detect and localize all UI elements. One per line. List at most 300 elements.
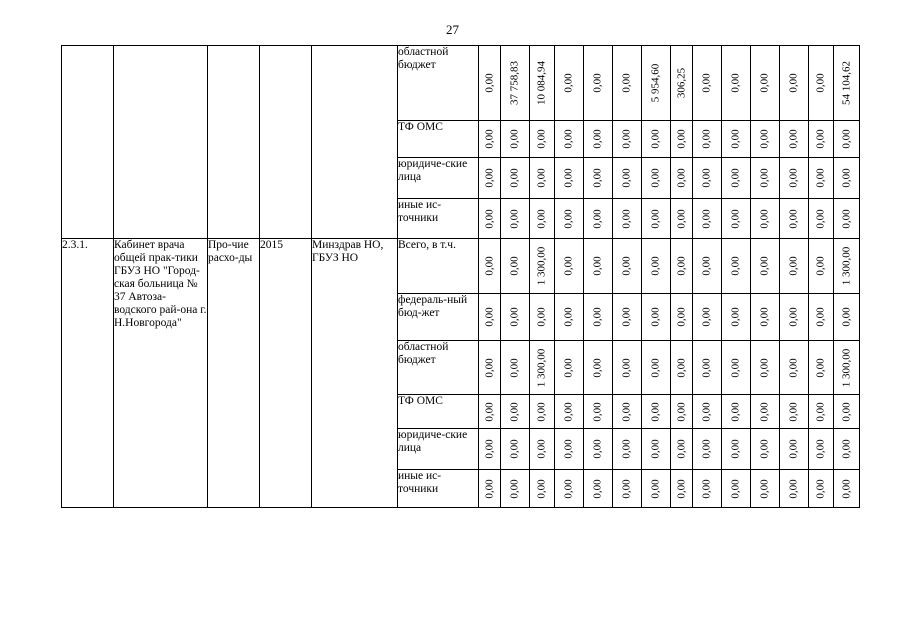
value-text: 0,00 [729, 439, 742, 459]
value-cell [722, 199, 751, 239]
value-text: 0,00 [649, 439, 662, 459]
funding-source: юридиче-ские лица [398, 158, 479, 199]
value-cell [722, 470, 751, 508]
value-text: 0,00 [483, 208, 495, 229]
value-cell [555, 158, 584, 199]
value-text: 0,00 [508, 439, 521, 459]
item-executor: Минздрав НО, ГБУЗ НО [312, 239, 398, 508]
value-cell [642, 395, 671, 429]
value-text: 0,00 [483, 478, 495, 499]
value-cell [751, 158, 780, 199]
value-cell [479, 395, 501, 429]
value-text: 0,00 [591, 439, 604, 459]
value-cell [834, 121, 860, 158]
value-text: 0,00 [729, 208, 742, 229]
value-cell [555, 395, 584, 429]
table-row [62, 46, 860, 121]
value-cell [530, 395, 555, 429]
value-text: 0,00 [675, 307, 687, 327]
item-year: 2015 [260, 239, 312, 508]
value-text: 0,00 [508, 129, 521, 149]
value-text: 0,00 [562, 357, 575, 378]
value-text: 0,00 [758, 478, 771, 499]
value-text: 0,00 [620, 478, 633, 499]
value-cell [501, 395, 530, 429]
value-cell [642, 199, 671, 239]
value-cell [555, 429, 584, 470]
value-cell [642, 429, 671, 470]
empty-cell [312, 46, 398, 239]
value-cell [584, 429, 613, 470]
value-text: 0,00 [700, 73, 713, 93]
value-cell [693, 121, 722, 158]
value-text: 0,00 [620, 208, 633, 229]
value-cell [671, 239, 693, 294]
value-cell [809, 470, 834, 508]
value-cell [530, 341, 555, 395]
value-text: 1 300,00 [535, 348, 548, 387]
value-cell [584, 46, 613, 121]
value-cell [584, 395, 613, 429]
value-cell [751, 199, 780, 239]
value-cell [642, 239, 671, 294]
value-text: 0,00 [508, 208, 521, 229]
value-text: 0,00 [729, 478, 742, 499]
funding-source: областной бюджет [398, 341, 479, 395]
value-text: 0,00 [535, 168, 548, 188]
value-cell [809, 46, 834, 121]
value-text: 0,00 [483, 401, 495, 422]
value-cell [642, 121, 671, 158]
value-cell [501, 239, 530, 294]
value-text: 0,00 [591, 307, 604, 327]
value-text: 0,00 [508, 256, 521, 276]
value-text: 0,00 [591, 478, 604, 499]
value-cell [809, 429, 834, 470]
value-text: 0,00 [700, 357, 713, 378]
value-cell [780, 395, 809, 429]
value-text: 54 104,62 [840, 61, 852, 105]
value-cell [501, 294, 530, 341]
value-text: 0,00 [840, 478, 852, 499]
value-cell [642, 46, 671, 121]
value-cell [613, 429, 642, 470]
value-text: 0,00 [840, 307, 852, 327]
value-text: 0,00 [649, 256, 662, 276]
value-text: 0,00 [814, 129, 827, 149]
value-cell [834, 46, 860, 121]
value-text: 0,00 [700, 208, 713, 229]
value-cell [613, 158, 642, 199]
value-cell [584, 158, 613, 199]
value-text: 0,00 [562, 256, 575, 276]
value-text: 0,00 [620, 439, 633, 459]
value-text: 0,00 [787, 401, 800, 422]
value-cell [809, 294, 834, 341]
value-text: 0,00 [840, 401, 852, 422]
value-text: 0,00 [840, 439, 852, 459]
value-text: 0,00 [508, 357, 521, 378]
empty-cell [62, 46, 114, 239]
value-cell [751, 46, 780, 121]
value-text: 0,00 [620, 73, 633, 93]
value-text: 0,00 [591, 208, 604, 229]
value-cell [780, 121, 809, 158]
value-text: 0,00 [758, 129, 771, 149]
value-cell [780, 341, 809, 395]
value-cell [780, 199, 809, 239]
value-cell [584, 121, 613, 158]
value-text: 0,00 [729, 307, 742, 327]
value-text: 0,00 [508, 401, 521, 422]
value-cell [501, 341, 530, 395]
value-cell [751, 239, 780, 294]
value-text: 0,00 [700, 439, 713, 459]
value-cell [555, 121, 584, 158]
value-cell [530, 429, 555, 470]
value-cell [613, 395, 642, 429]
value-text: 0,00 [814, 256, 827, 276]
value-text: 0,00 [814, 208, 827, 229]
value-cell [809, 395, 834, 429]
value-text: 0,00 [758, 168, 771, 188]
value-cell [693, 158, 722, 199]
value-cell [613, 199, 642, 239]
value-text: 0,00 [591, 73, 604, 93]
value-text: 0,00 [675, 208, 687, 229]
value-text: 0,00 [620, 357, 633, 378]
value-text: 0,00 [787, 478, 800, 499]
value-cell [693, 429, 722, 470]
value-text: 0,00 [675, 168, 687, 188]
value-cell [834, 199, 860, 239]
budget-table [61, 45, 860, 508]
value-text: 0,00 [535, 129, 548, 149]
value-text: 0,00 [814, 357, 827, 378]
value-cell [479, 341, 501, 395]
value-text: 0,00 [787, 168, 800, 188]
value-text: 0,00 [787, 439, 800, 459]
value-text: 0,00 [675, 129, 687, 149]
value-cell [555, 470, 584, 508]
value-text: 0,00 [758, 439, 771, 459]
value-text: 0,00 [483, 129, 495, 149]
value-text: 0,00 [620, 256, 633, 276]
value-cell [780, 429, 809, 470]
value-cell [479, 199, 501, 239]
value-cell [693, 341, 722, 395]
funding-source: иные ис-точники [398, 199, 479, 239]
value-cell [555, 199, 584, 239]
value-cell [613, 470, 642, 508]
value-cell [834, 470, 860, 508]
value-text: 0,00 [700, 478, 713, 499]
value-text: 0,00 [758, 208, 771, 229]
value-text: 0,00 [591, 168, 604, 188]
value-cell [809, 199, 834, 239]
value-text: 0,00 [758, 256, 771, 276]
value-text: 0,00 [649, 401, 662, 422]
value-text: 0,00 [483, 256, 495, 276]
value-text: 0,00 [483, 168, 495, 188]
value-cell [693, 294, 722, 341]
value-cell [834, 429, 860, 470]
value-text: 0,00 [535, 439, 548, 459]
value-text: 0,00 [508, 168, 521, 188]
value-cell [671, 158, 693, 199]
value-text: 0,00 [508, 478, 521, 499]
value-text: 0,00 [535, 478, 548, 499]
empty-cell [114, 46, 208, 239]
value-text: 0,00 [787, 256, 800, 276]
value-cell [671, 46, 693, 121]
value-text: 0,00 [649, 307, 662, 327]
table-row [62, 239, 860, 294]
value-cell [751, 395, 780, 429]
value-text: 0,00 [729, 73, 742, 93]
value-cell [751, 341, 780, 395]
value-text: 0,00 [675, 439, 687, 459]
value-text: 0,00 [483, 307, 495, 327]
value-text: 0,00 [758, 401, 771, 422]
value-text: 0,00 [675, 401, 687, 422]
item-number: 2.3.1. [62, 239, 114, 508]
value-cell [780, 294, 809, 341]
value-text: 0,00 [700, 401, 713, 422]
value-text: 0,00 [729, 168, 742, 188]
value-cell [834, 341, 860, 395]
value-cell [834, 294, 860, 341]
value-cell [693, 239, 722, 294]
value-text: 0,00 [649, 168, 662, 188]
value-text: 0,00 [591, 357, 604, 378]
value-cell [693, 199, 722, 239]
value-text: 0,00 [483, 357, 495, 378]
value-cell [501, 470, 530, 508]
value-text: 0,00 [840, 168, 852, 188]
funding-source: ТФ ОМС [398, 121, 479, 158]
value-text: 0,00 [508, 307, 521, 327]
value-cell [530, 46, 555, 121]
value-cell [530, 121, 555, 158]
value-text: 0,00 [729, 357, 742, 378]
value-text: 0,00 [535, 208, 548, 229]
value-text: 0,00 [562, 73, 575, 93]
value-cell [671, 429, 693, 470]
value-text: 0,00 [620, 307, 633, 327]
value-cell [722, 46, 751, 121]
value-text: 0,00 [535, 307, 548, 327]
value-cell [613, 239, 642, 294]
value-cell [780, 158, 809, 199]
value-text: 0,00 [700, 129, 713, 149]
value-cell [501, 46, 530, 121]
value-cell [722, 294, 751, 341]
value-cell [722, 158, 751, 199]
value-text: 1 300,00 [840, 246, 852, 286]
value-text: 0,00 [758, 307, 771, 327]
value-cell [613, 341, 642, 395]
funding-source: ТФ ОМС [398, 395, 479, 429]
value-text: 0,00 [700, 256, 713, 276]
value-text: 0,00 [649, 357, 662, 378]
funding-source: федераль-ный бюд-жет [398, 294, 479, 341]
value-cell [584, 470, 613, 508]
value-cell [479, 429, 501, 470]
value-cell [671, 199, 693, 239]
value-cell [555, 294, 584, 341]
value-cell [584, 341, 613, 395]
value-cell [501, 121, 530, 158]
value-text: 0,00 [591, 401, 604, 422]
value-text: 0,00 [620, 401, 633, 422]
value-cell [530, 470, 555, 508]
value-cell [479, 121, 501, 158]
value-cell [479, 470, 501, 508]
value-cell [722, 239, 751, 294]
value-cell [530, 239, 555, 294]
value-text: 0,00 [535, 401, 548, 422]
value-cell [834, 158, 860, 199]
funding-source: юридиче-ские лица [398, 429, 479, 470]
item-name: Кабинет врача общей прак-тики ГБУЗ НО "Город-ская больница № 37 Автоза-водского рай-она г. Н.Новгорода" [114, 239, 208, 508]
value-cell [671, 470, 693, 508]
value-text: 0,00 [700, 168, 713, 188]
value-cell [751, 429, 780, 470]
value-cell [671, 294, 693, 341]
value-text: 0,00 [814, 168, 827, 188]
value-text: 0,00 [620, 129, 633, 149]
value-text: 0,00 [814, 307, 827, 327]
value-text: 0,00 [620, 168, 633, 188]
value-cell [555, 46, 584, 121]
value-text: 0,00 [787, 208, 800, 229]
value-text: 0,00 [814, 73, 827, 93]
value-text: 0,00 [729, 401, 742, 422]
value-text: 0,00 [483, 73, 495, 93]
value-cell [613, 46, 642, 121]
value-cell [555, 341, 584, 395]
value-text: 10 084,94 [535, 61, 548, 105]
value-cell [693, 46, 722, 121]
value-text: 0,00 [814, 401, 827, 422]
value-text: 0,00 [814, 478, 827, 499]
value-text: 0,00 [729, 129, 742, 149]
value-cell [693, 470, 722, 508]
funding-source: областной бюджет [398, 46, 479, 121]
value-text: 0,00 [787, 357, 800, 378]
value-text: 5 954,60 [649, 63, 662, 103]
value-cell [501, 429, 530, 470]
value-text: 0,00 [787, 307, 800, 327]
value-text: 0,00 [562, 307, 575, 327]
value-cell [479, 46, 501, 121]
value-cell [501, 158, 530, 199]
value-text: 0,00 [675, 478, 687, 499]
value-text: 0,00 [787, 73, 800, 93]
value-cell [751, 294, 780, 341]
value-cell [671, 121, 693, 158]
empty-cell [260, 46, 312, 239]
value-cell [584, 239, 613, 294]
page-number: 27 [446, 22, 459, 37]
value-text: 0,00 [758, 357, 771, 378]
value-cell [671, 341, 693, 395]
value-text: 0,00 [729, 256, 742, 276]
value-cell [642, 341, 671, 395]
funding-source: иные ис-точники [398, 470, 479, 508]
value-text: 0,00 [675, 256, 687, 276]
value-cell [613, 294, 642, 341]
value-cell [722, 341, 751, 395]
value-text: 0,00 [562, 478, 575, 499]
value-text: 0,00 [675, 357, 687, 378]
value-text: 0,00 [562, 439, 575, 459]
value-cell [809, 121, 834, 158]
value-cell [780, 239, 809, 294]
value-text: 37 758,83 [508, 61, 521, 105]
value-cell [780, 470, 809, 508]
value-text: 0,00 [591, 129, 604, 149]
value-cell [642, 470, 671, 508]
value-cell [780, 46, 809, 121]
value-cell [479, 239, 501, 294]
value-text: 0,00 [700, 307, 713, 327]
empty-cell [208, 46, 260, 239]
value-cell [479, 294, 501, 341]
value-text: 0,00 [562, 168, 575, 188]
value-cell [751, 121, 780, 158]
value-text: 0,00 [814, 439, 827, 459]
value-text: 0,00 [840, 129, 852, 149]
item-type: Про-чие расхо-ды [208, 239, 260, 508]
value-text: 0,00 [562, 208, 575, 229]
value-cell [834, 239, 860, 294]
funding-source: Всего, в т.ч. [398, 239, 479, 294]
value-cell [809, 341, 834, 395]
value-cell [555, 239, 584, 294]
value-text: 0,00 [649, 129, 662, 149]
value-cell [530, 199, 555, 239]
value-cell [809, 239, 834, 294]
value-text: 0,00 [562, 129, 575, 149]
value-cell [671, 395, 693, 429]
value-cell [613, 121, 642, 158]
value-text: 0,00 [562, 401, 575, 422]
value-text: 0,00 [649, 208, 662, 229]
value-cell [722, 395, 751, 429]
value-cell [479, 158, 501, 199]
value-text: 0,00 [758, 73, 771, 93]
value-text: 306,25 [675, 67, 687, 99]
value-cell [834, 395, 860, 429]
value-text: 0,00 [591, 256, 604, 276]
value-text: 1 300,00 [840, 348, 852, 387]
value-text: 0,00 [649, 478, 662, 499]
value-cell [584, 294, 613, 341]
value-cell [642, 294, 671, 341]
value-cell [722, 121, 751, 158]
value-cell [809, 158, 834, 199]
value-cell [530, 158, 555, 199]
value-text: 0,00 [840, 208, 852, 229]
value-cell [751, 470, 780, 508]
value-cell [642, 158, 671, 199]
value-cell [530, 294, 555, 341]
value-text: 1 300,00 [535, 246, 548, 286]
value-cell [693, 395, 722, 429]
value-cell [722, 429, 751, 470]
